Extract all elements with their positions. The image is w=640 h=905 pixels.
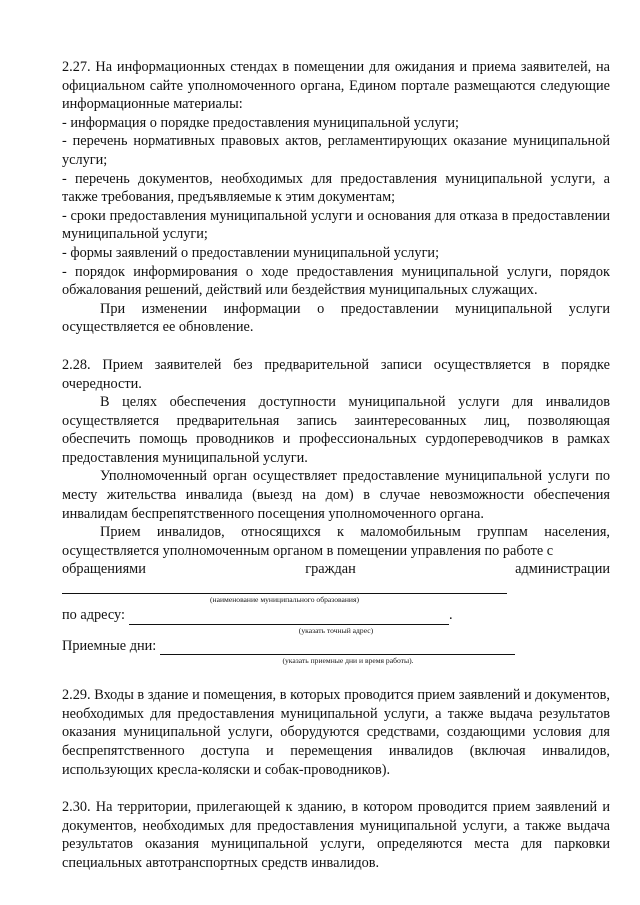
section-2-28-p1: 2.28. Прием заявителей без предварительной записи осуществляется в порядке очередности.: [62, 356, 610, 392]
section-2-28-p2: В целях обеспечения доступности муниципальной услуги для инвалидов осуществляется предварительная запись заинтересованных лиц, позволяющая обеспечить помощь проводников и профессиональных сурдопереводчиков в рамках предоставления муниципальной услуги.: [62, 394, 610, 466]
address-blank-line: [129, 610, 449, 625]
municipality-blank-line: [62, 579, 507, 594]
days-blank-line: [160, 640, 515, 655]
days-row: [62, 637, 610, 656]
paragraph-gap: [62, 337, 610, 356]
list-item: - сроки предоставления муниципальной услуги и основания для отказа в предоставлении муниципальной услуги;: [62, 207, 610, 243]
days-label: Приемные дни:: [62, 637, 157, 654]
days-caption: (указать приемные дни и время работы).: [282, 656, 414, 666]
document-page: [62, 58, 610, 873]
paragraph-gap: [62, 667, 610, 686]
list-item: - информация о порядке предоставления муниципальной услуги;: [62, 114, 459, 131]
paragraph-gap: [62, 779, 610, 798]
list-item: - формы заявлений о предоставлении муниципальной услуги;: [62, 244, 440, 261]
section-2-27-intro: 2.27. На информационных стендах в помещении для ожидания и приема заявителей, на официальном сайте уполномоченного органа, Едином портале размещаются следующие информационные материалы:: [62, 59, 610, 113]
address-row: [62, 606, 610, 625]
address-end: .: [448, 607, 453, 624]
section-2-27-update: При изменении информации о предоставлении муниципальной услуги осуществляется ее обновление.: [62, 300, 610, 336]
municipality-caption: (наименование муниципального образования): [210, 595, 359, 605]
list-item: - порядок информирования о ходе предоставления муниципальной услуги, порядок обжалования решений, действий или бездействия муниципальных служащих.: [62, 263, 610, 299]
list-item: - перечень нормативных правовых актов, регламентирующих оказание муниципальной услуги;: [62, 133, 610, 168]
section-2-28-p3: Уполномоченный орган осуществляет предоставление муниципальной услуги по месту жительства инвалида (выезд на дом) в случае невозможности обеспечения инвалидам беспрепятственного посещения уполномоченного органа.: [62, 468, 610, 522]
section-2-29: 2.29. Входы в здание и помещения, в которых проводится прием заявлений и документов, необходимых для предоставления муниципальной услуги, а также выдача результатов оказания муниципальной услуги, оборудуются средствами, создающими условия для беспрепятственного доступа и перемещения инвалидов (включая инвалидов, использующих кресла-коляски и собак-проводников).: [62, 687, 610, 778]
section-2-28-p4-continued: обращениями граждан администрации: [62, 561, 610, 578]
list-item: - перечень документов, необходимых для предоставления муниципальной услуги, а также требования, предъявляемые к этим документам;: [62, 170, 610, 206]
address-label: по адресу:: [62, 607, 125, 624]
section-2-30: 2.30. На территории, прилегающей к зданию, в котором проводится прием заявлений и документов, необходимых для предоставления муниципальной услуги, а также выдача результатов оказания муниципальной услуги, определяются места для парковки специальных автотранспортных средств инвалидов.: [62, 799, 610, 871]
address-caption: (указать точный адрес): [298, 625, 374, 635]
section-2-28-p4: Прием инвалидов, относящихся к маломобильным группам населения, осуществляется уполномоченным органом в помещении управления по работе с: [62, 524, 610, 559]
